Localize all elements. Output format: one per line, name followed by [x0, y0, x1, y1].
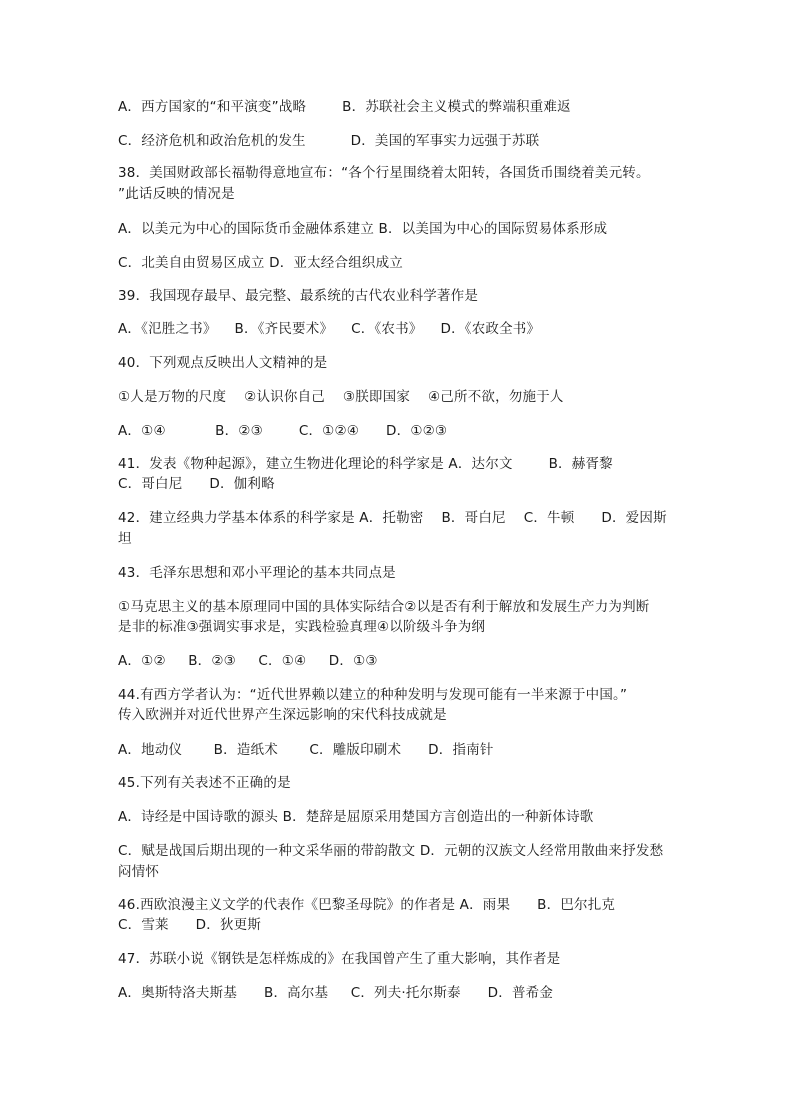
q44-stem-line2: 传入欧洲并对近代世界产生深远影响的宋代科技成就是: [118, 707, 447, 723]
q40-options: A．①④ B．②③ C．①②④ D．①②③: [118, 423, 448, 439]
q38-stem-line2: ”此话反映的情况是: [118, 186, 235, 202]
q42-stem: 42．建立经典力学基本体系的科学家是 A．托勒密 B．哥白尼 C．牛顿 D．爱因斯: [118, 510, 667, 526]
q40-statements: ①人是万物的尺度 ②认识你自己 ③朕即国家 ④己所不欲，勿施于人: [118, 389, 564, 405]
q43-statements-line1: ①马克思主义的基本原理同中国的具体实际结合②以是否有利于解放和发展生产力为判断: [118, 599, 650, 615]
q39-options: A．《氾胜之书》 B．《齐民要术》 C．《农书》 D．《农政全书》: [118, 321, 541, 337]
q40-stem: 40．下列观点反映出人文精神的是: [118, 355, 328, 371]
q38-options-cd: C．北美自由贸易区成立 D．亚太经合组织成立: [118, 255, 404, 271]
q37-options-cd: C．经济危机和政治危机的发生 D．美国的军事实力远强于苏联: [118, 133, 540, 149]
q43-stem: 43．毛泽东思想和邓小平理论的基本共同点是: [118, 565, 396, 581]
q47-stem: 47．苏联小说《钢铁是怎样炼成的》在我国曾产生了重大影响，其作者是: [118, 951, 561, 967]
q44-stem-line1: 44.有西方学者认为：“近代世界赖以建立的种种发明与发现可能有一半来源于中国。”: [118, 687, 628, 703]
q43-statements-line2: 是非的标准③强调实事求是，实践检验真理④以阶级斗争为纲: [118, 619, 486, 635]
q41-options-cd: C．哥白尼 D．伽利略: [118, 476, 275, 492]
q45-options-cd-wrap: 闷情怀: [118, 864, 160, 880]
q45-options-ab: A．诗经是中国诗歌的源头 B．楚辞是屈原采用楚国方言创造出的一种新体诗歌: [118, 809, 594, 825]
q38-options-ab: A．以美元为中心的国际货币金融体系建立 B．以美国为中心的国际贸易体系形成: [118, 221, 608, 237]
q47-options: A．奥斯特洛夫斯基 B．高尔基 C．列夫·托尔斯泰 D．普希金: [118, 985, 554, 1001]
q37-options-ab: A．西方国家的“和平演变”战略 B．苏联社会主义模式的弊端积重难返: [118, 99, 571, 115]
q41-stem: 41．发表《物种起源》，建立生物进化理论的科学家是 A．达尔文 B．赫胥黎: [118, 456, 613, 472]
q38-stem-line1: 38．美国财政部长福勒得意地宣布：“各个行星围绕着太阳转，各国货币围绕着美元转。: [118, 165, 650, 181]
q44-options: A．地动仪 B．造纸术 C．雕版印刷术 D．指南针: [118, 742, 494, 758]
q45-stem: 45.下列有关表述不正确的是: [118, 775, 291, 791]
q45-options-cd: C．赋是战国后期出现的一种文采华丽的带韵散文 D．元朝的汉族文人经常用散曲来抒发愁: [118, 843, 664, 859]
q42-stem-wrap: 坦: [118, 531, 132, 547]
q46-stem: 46.西欧浪漫主义文学的代表作《巴黎圣母院》的作者是 A．雨果 B．巴尔扎克: [118, 897, 616, 913]
q46-options-cd: C．雪莱 D．狄更斯: [118, 917, 262, 933]
q43-options: A．①② B．②③ C．①④ D．①③: [118, 653, 378, 669]
q39-stem: 39．我国现存最早、最完整、最系统的古代农业科学著作是: [118, 288, 479, 304]
